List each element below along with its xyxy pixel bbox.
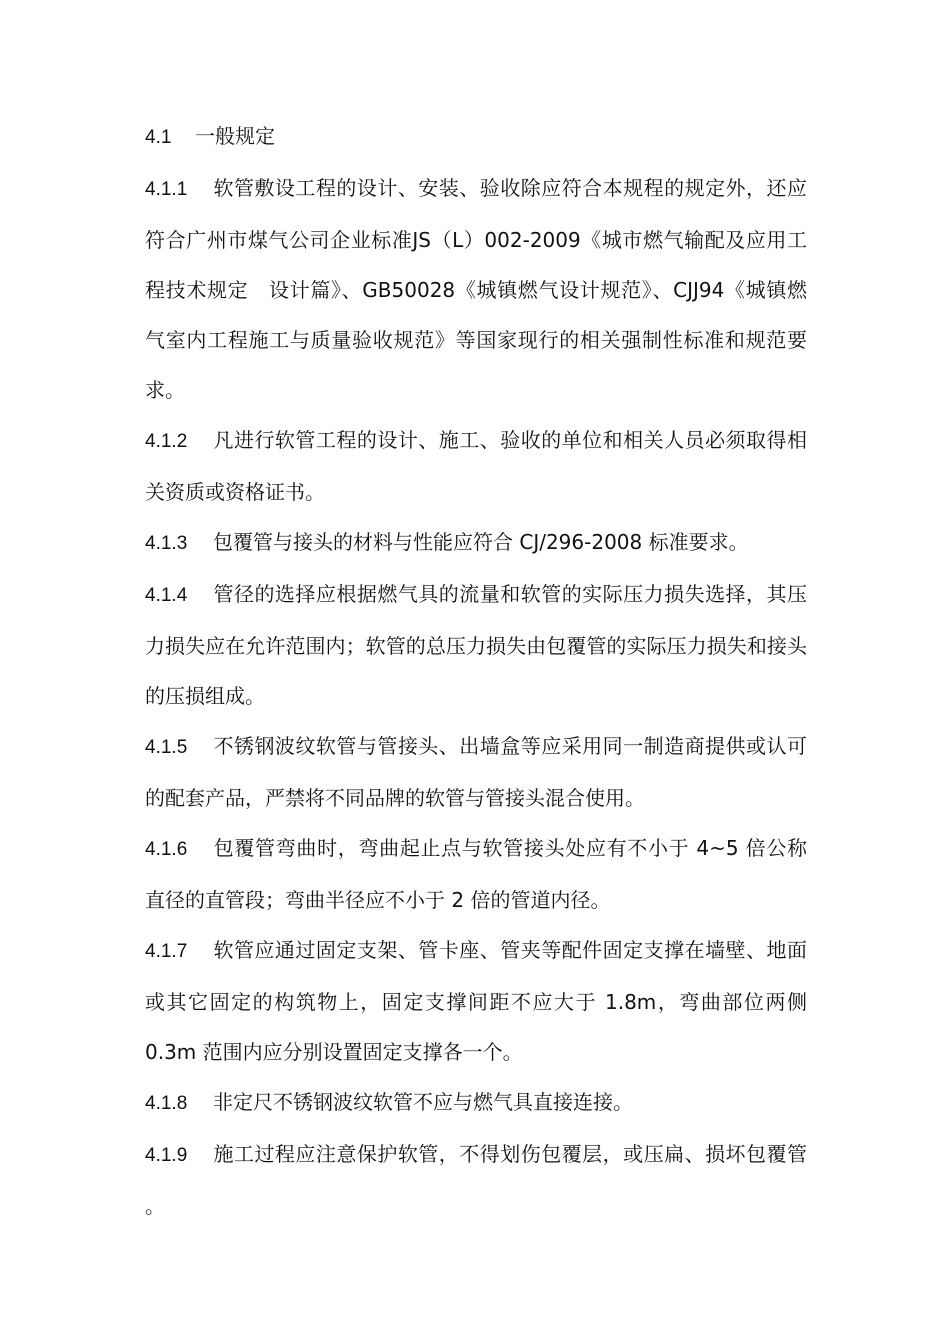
clause-text: 包覆管弯曲时，弯曲起止点与软管接头处应有不小于 4~5 倍公称直径的直管段；弯曲半径应不小于 2 倍的管道内径。 bbox=[145, 836, 807, 912]
clause-text: 包覆管与接头的材料与性能应符合 CJ/296-2008 标准要求。 bbox=[213, 530, 749, 554]
clause-text: 不锈钢波纹软管与管接头、出墙盒等应采用同一制造商提供或认可的配套产品，严禁将不同品牌的软管与管接头混合使用。 bbox=[145, 734, 807, 810]
clause-text: 施工过程应注意保护软管，不得划伤包覆层，或压扁、损坏包覆管 。 bbox=[145, 1142, 807, 1218]
clause-4-1-6 bbox=[145, 823, 807, 925]
clause-number: 4.1.5 bbox=[145, 737, 188, 758]
clause-number: 4.1.8 bbox=[145, 1093, 188, 1114]
clause-number: 4.1.6 bbox=[145, 839, 188, 860]
clause-text: 非定尺不锈钢波纹软管不应与燃气具直接连接。 bbox=[213, 1090, 633, 1114]
clause-text: 软管敷设工程的设计、安装、验收除应符合本规程的规定外，还应符合广州市煤气公司企业标准JS（L）002-2009《城市燃气输配及应用工程技术规定 设计篇》、GB50028《城镇燃气设计规范》、CJJ94《城镇燃气室内工程施工与质量验收规范》等国家现行的相关强制性标准和规范要求。 bbox=[145, 176, 807, 402]
document-body bbox=[145, 111, 807, 1231]
clause-text: 凡进行软管工程的设计、施工、验收的单位和相关人员必须取得相关资质或资格证书。 bbox=[145, 428, 807, 504]
clause-text: 管径的选择应根据燃气具的流量和软管的实际压力损失选择，其压力损失应在允许范围内；软管的总压力损失由包覆管的实际压力损失和接头的压损组成。 bbox=[145, 582, 807, 708]
clause-4-1-9 bbox=[145, 1129, 807, 1231]
clause-4-1-8 bbox=[145, 1077, 807, 1129]
clause-number: 4.1.4 bbox=[145, 585, 188, 606]
clause-4-1-2 bbox=[145, 415, 807, 517]
clause-text: 软管应通过固定支架、管卡座、管夹等配件固定支撑在墙壁、地面或其它固定的构筑物上，固定支撑间距不应大于 1.8m，弯曲部位两侧 0.3m 范围内应分别设置固定支撑各一个。 bbox=[145, 938, 807, 1064]
section-number: 4.1 bbox=[145, 127, 172, 148]
clause-4-1-5 bbox=[145, 721, 807, 823]
clause-number: 4.1.9 bbox=[145, 1145, 188, 1166]
clause-4-1-4 bbox=[145, 569, 807, 721]
clause-4-1-7 bbox=[145, 925, 807, 1077]
section-heading bbox=[145, 111, 807, 163]
clause-number: 4.1.2 bbox=[145, 431, 188, 452]
clause-number: 4.1.1 bbox=[145, 179, 188, 200]
section-title: 一般规定 bbox=[195, 124, 275, 148]
clause-4-1-1 bbox=[145, 163, 807, 415]
clause-number: 4.1.7 bbox=[145, 941, 188, 962]
clause-number: 4.1.3 bbox=[145, 533, 188, 554]
clause-4-1-3 bbox=[145, 517, 807, 569]
